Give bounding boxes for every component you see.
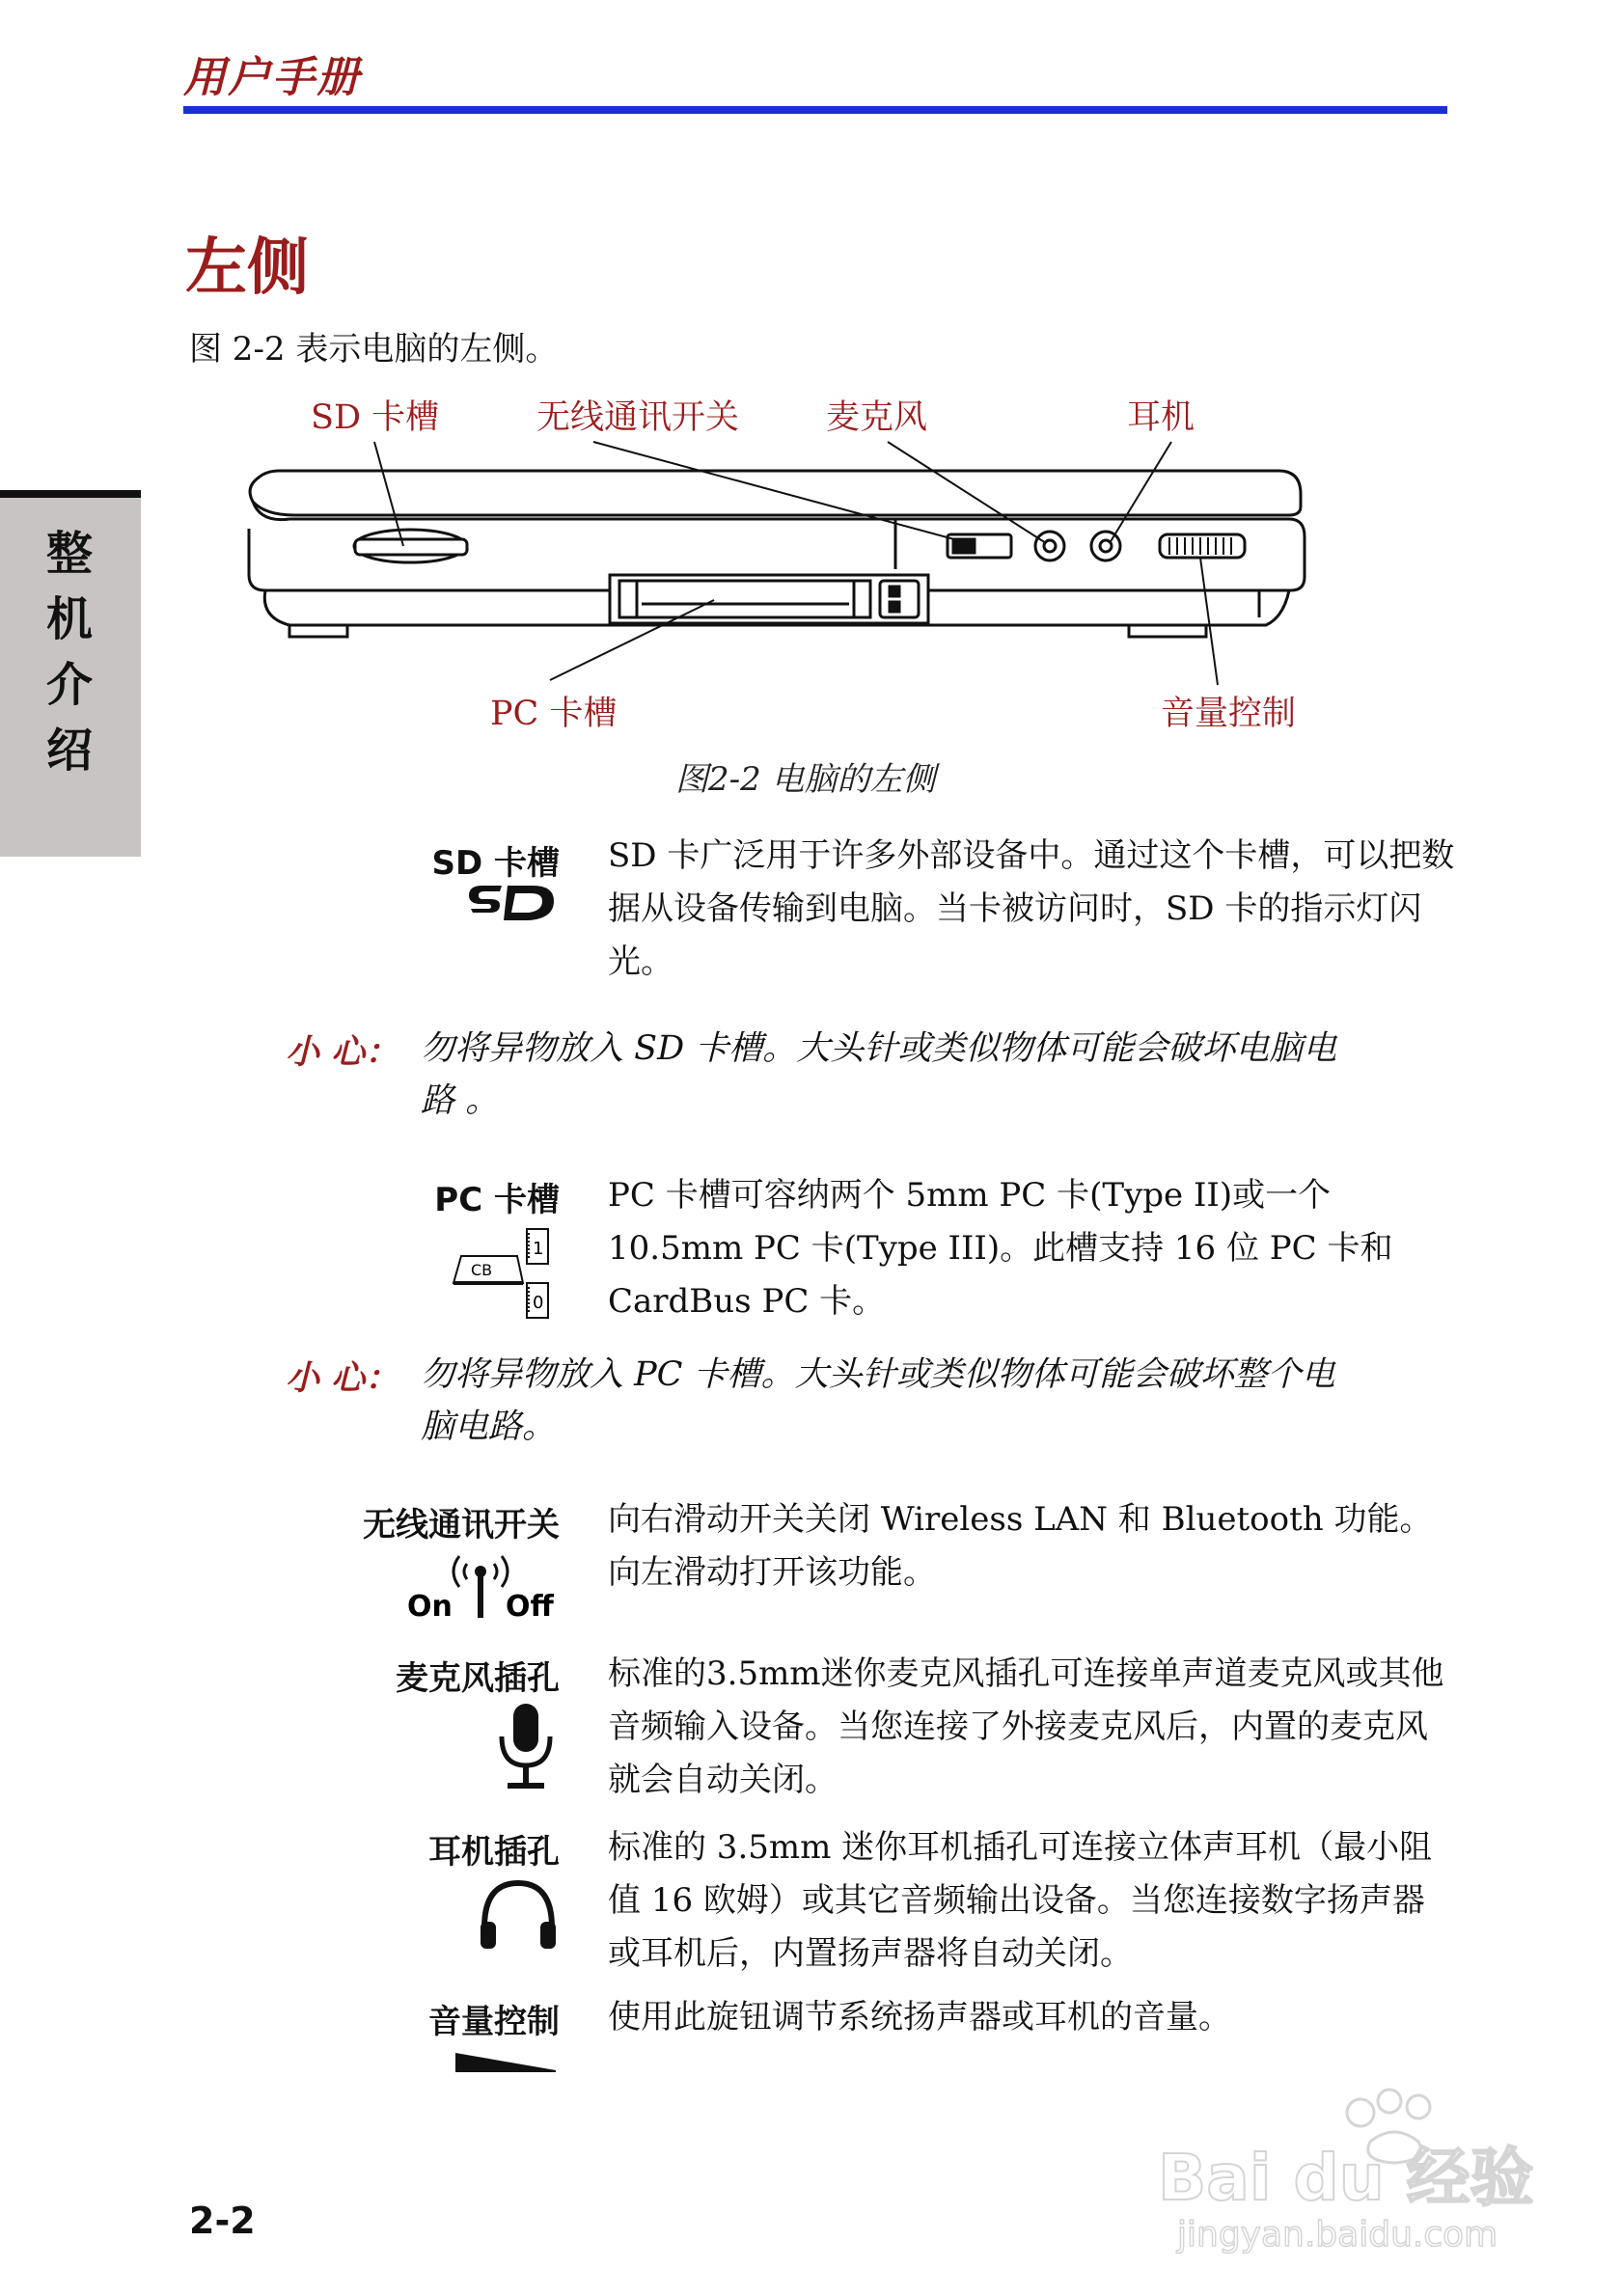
callout-wireless-switch: 无线通讯开关 (536, 398, 740, 437)
desc-pc-slot: PC 卡槽可容纳两个 5mm PC 卡(Type II)或一个 10.5mm PC 卡(Type III)。此槽支持 16 位 PC 卡和 CardBus PC 卡。 (608, 1176, 1393, 1321)
desc-headphone-jack: 标准的 3.5mm 迷你耳机插孔可连接立体声耳机（最小阻值 16 欧姆）或其它音频输出设备。当您连接数字扬声器或耳机后，内置扬声器将自动关闭。 (608, 1828, 1433, 1973)
pc-slot-number-1: 1 (533, 1239, 544, 1259)
callout-pc-slot: PC 卡槽 (490, 695, 618, 733)
baidu-watermark (1158, 2074, 1544, 2257)
callout-sd-slot: SD 卡槽 (311, 398, 440, 437)
term-volume-control: 音量控制 (428, 2003, 560, 2041)
pc-card-icon-label: CB (471, 1261, 493, 1279)
desc-sd-slot: SD 卡广泛用于许多外部设备中。通过这个卡槽，可以把数据从设备传输到电脑。当卡被访问时，SD 卡的指示灯闪光。 (608, 836, 1455, 981)
wireless-switch-shape (948, 534, 1011, 558)
headphone-icon (477, 1877, 560, 1954)
wireless-icon-off-label: Off (506, 1590, 554, 1624)
laptop-left-side-figure (0, 0, 1621, 752)
watermark-url: jingyan.baidu.com (1177, 2215, 1498, 2255)
volume-dial-shape (1160, 534, 1245, 558)
pc-slot-number-0: 0 (533, 1293, 544, 1313)
header-title: 用户手册 (183, 53, 361, 102)
wireless-antenna-icon (401, 1548, 560, 1624)
section-intro: 图 2-2 表示电脑的左侧。 (189, 330, 559, 369)
callout-volume: 音量控制 (1161, 695, 1297, 733)
callout-microphone: 麦克风 (826, 398, 928, 437)
microphone-icon (492, 1702, 560, 1794)
term-pc-slot: PC 卡槽 (434, 1181, 560, 1219)
side-tab-text: 整机介绍 (45, 527, 93, 778)
caution-text-2: 勿将异物放入 PC 卡槽。大头针或类似物体可能会破坏整个电脑电路。 (421, 1355, 1335, 1446)
term-mic-jack: 麦克风插孔 (396, 1659, 560, 1698)
volume-ramp-icon (453, 2041, 560, 2076)
pc-card-icon (450, 1223, 562, 1327)
sd-slot-shape (354, 530, 467, 562)
term-headphone-jack: 耳机插孔 (428, 1833, 560, 1872)
term-wireless-switch: 无线通讯开关 (363, 1506, 560, 1544)
headphone-jack-shape (1091, 532, 1120, 560)
callout-headphone: 耳机 (1127, 398, 1195, 437)
caution-label-2: 小 心： (286, 1358, 399, 1398)
wireless-icon-on-label: On (407, 1590, 453, 1624)
pc-slot-shape (610, 575, 928, 623)
caution-text-1: 勿将异物放入 SD 卡槽。大头针或类似物体可能会破坏电脑电 路 。 (421, 1029, 1337, 1120)
watermark-brand: Bai du 经验 (1158, 2141, 1534, 2215)
mic-jack-shape (1035, 532, 1064, 560)
page-number: 2-2 (189, 2200, 256, 2242)
desc-mic-jack: 标准的3.5mm迷你麦克风插孔可连接单声道麦克风或其他音频输入设备。当您连接了外接麦克风后，内置的麦克风就会自动关闭。 (608, 1654, 1444, 1799)
desc-wireless-switch: 向右滑动开关关闭 Wireless LAN 和 Bluetooth 功能。向左滑动打开该功能。 (608, 1500, 1433, 1592)
term-sd-slot: SD 卡槽 (431, 844, 560, 883)
sd-logo-icon (465, 884, 558, 922)
caution-label-1: 小 心： (286, 1032, 399, 1072)
desc-volume-control: 使用此旋钮调节系统扬声器或耳机的音量。 (608, 1998, 1231, 2036)
section-title: 左侧 (185, 232, 309, 304)
figure-caption: 图2-2 电脑的左侧 (675, 760, 936, 799)
